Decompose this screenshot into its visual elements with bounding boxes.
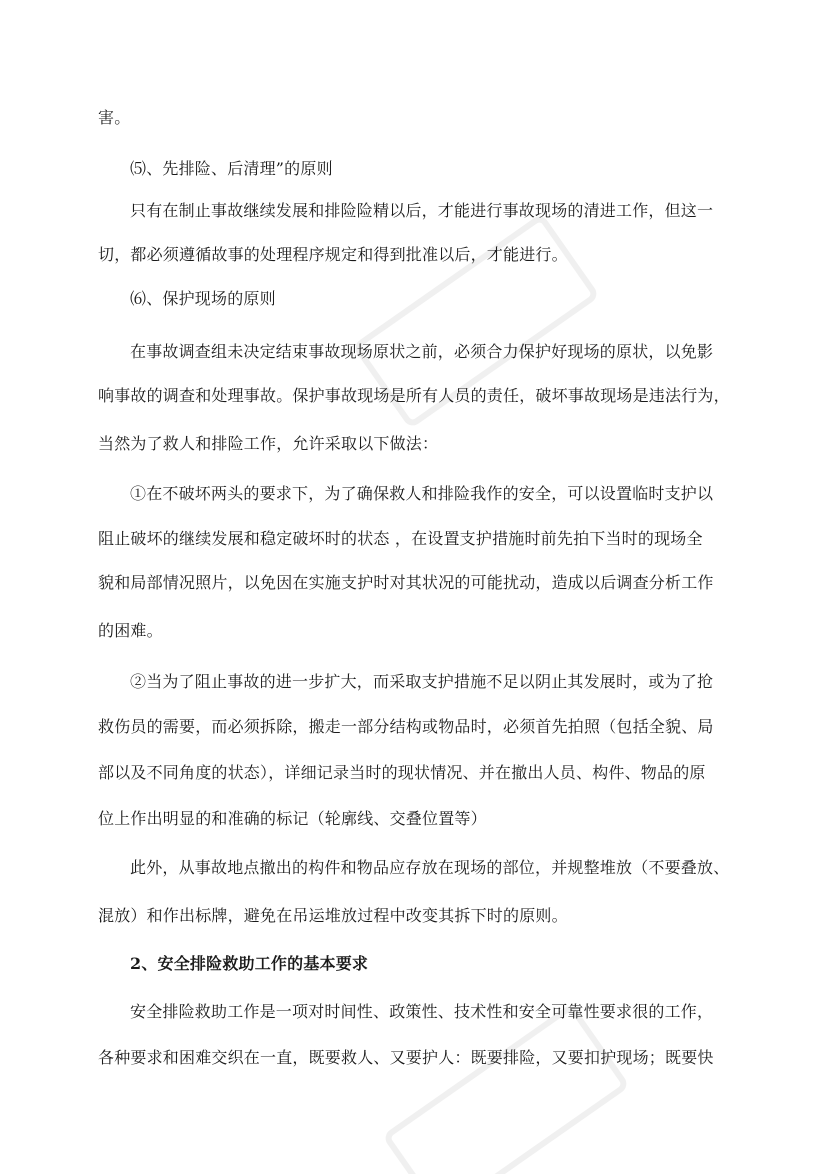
paragraph-line: 当然为了救人和排险工作，允许采取以下做法： bbox=[98, 434, 439, 453]
section-title: 2、安全排险救助工作的基本要求 bbox=[130, 954, 369, 973]
paragraph-line: ①在不破坏两头的要求下，为了确保救人和排险我作的安全，可以设置临时支护以 bbox=[130, 484, 714, 503]
paragraph-line: 混放）和作出标牌，避免在吊运堆放过程中改变其拆下时的原则。 bbox=[98, 906, 568, 925]
paragraph-line: 响事故的调查和处理事故。保护事故现场是所有人员的责任，破坏事故现场是违法行为， bbox=[98, 386, 730, 405]
paragraph-line: 安全排险救助工作是一项对时间性、政策性、技术性和安全可靠性要求很的工作， bbox=[130, 1002, 714, 1021]
paragraph-line: 在事故调查组未决定结束事故现场原状之前，必须合力保护好现场的原状，以免影 bbox=[130, 342, 714, 361]
paragraph-line: 切，都必须遵循故事的处理程序规定和得到批准以后，才能进行。 bbox=[98, 245, 568, 264]
paragraph-line: 此外，从事故地点撤出的构件和物品应存放在现场的部位，并规整堆放（不要叠放、 bbox=[130, 858, 730, 877]
paragraph-line: 各种要求和困难交织在一直，既要救人、又要护人：既要排险，又要扣护现场；既要快 bbox=[98, 1048, 714, 1067]
section-heading: ⑹、保护现场的原则 bbox=[130, 289, 276, 308]
paragraph-line: 位上作出明显的和准确的标记（轮廓线、交叠位置等） bbox=[98, 809, 487, 828]
paragraph-line: ②当为了阻止事故的进一步扩大，而采取支护措施不足以阴止其发展时，或为了抢 bbox=[130, 672, 714, 691]
watermark-logo bbox=[382, 1003, 631, 1174]
paragraph-line: 部以及不同角度的状态），详细记录当时的现状情况、并在撤出人员、构件、物品的原 bbox=[98, 763, 706, 782]
paragraph-line: 救伤员的需要，而必须拆除，搬走一部分结构或物品时，必须首先拍照（包括全貌、局 bbox=[98, 717, 714, 736]
paragraph-line: 貌和局部情况照片，以免因在实施支护时对其状况的可能扰动，造成以后调查分析工作 bbox=[98, 573, 714, 592]
paragraph-line: 害。 bbox=[98, 108, 131, 127]
paragraph-line: 只有在制止事故继续发展和排险险精以后，才能进行事故现场的清进工作，但这一 bbox=[130, 201, 714, 220]
paragraph-line: 阻止破坏的继续发展和稳定破坏时的状态 ，在设置支护措施时前先拍下当时的现场全 bbox=[98, 529, 703, 548]
section-heading: ⑸、先排险、后清理”的原则 bbox=[130, 159, 333, 178]
paragraph-line: 的困难。 bbox=[98, 621, 163, 640]
